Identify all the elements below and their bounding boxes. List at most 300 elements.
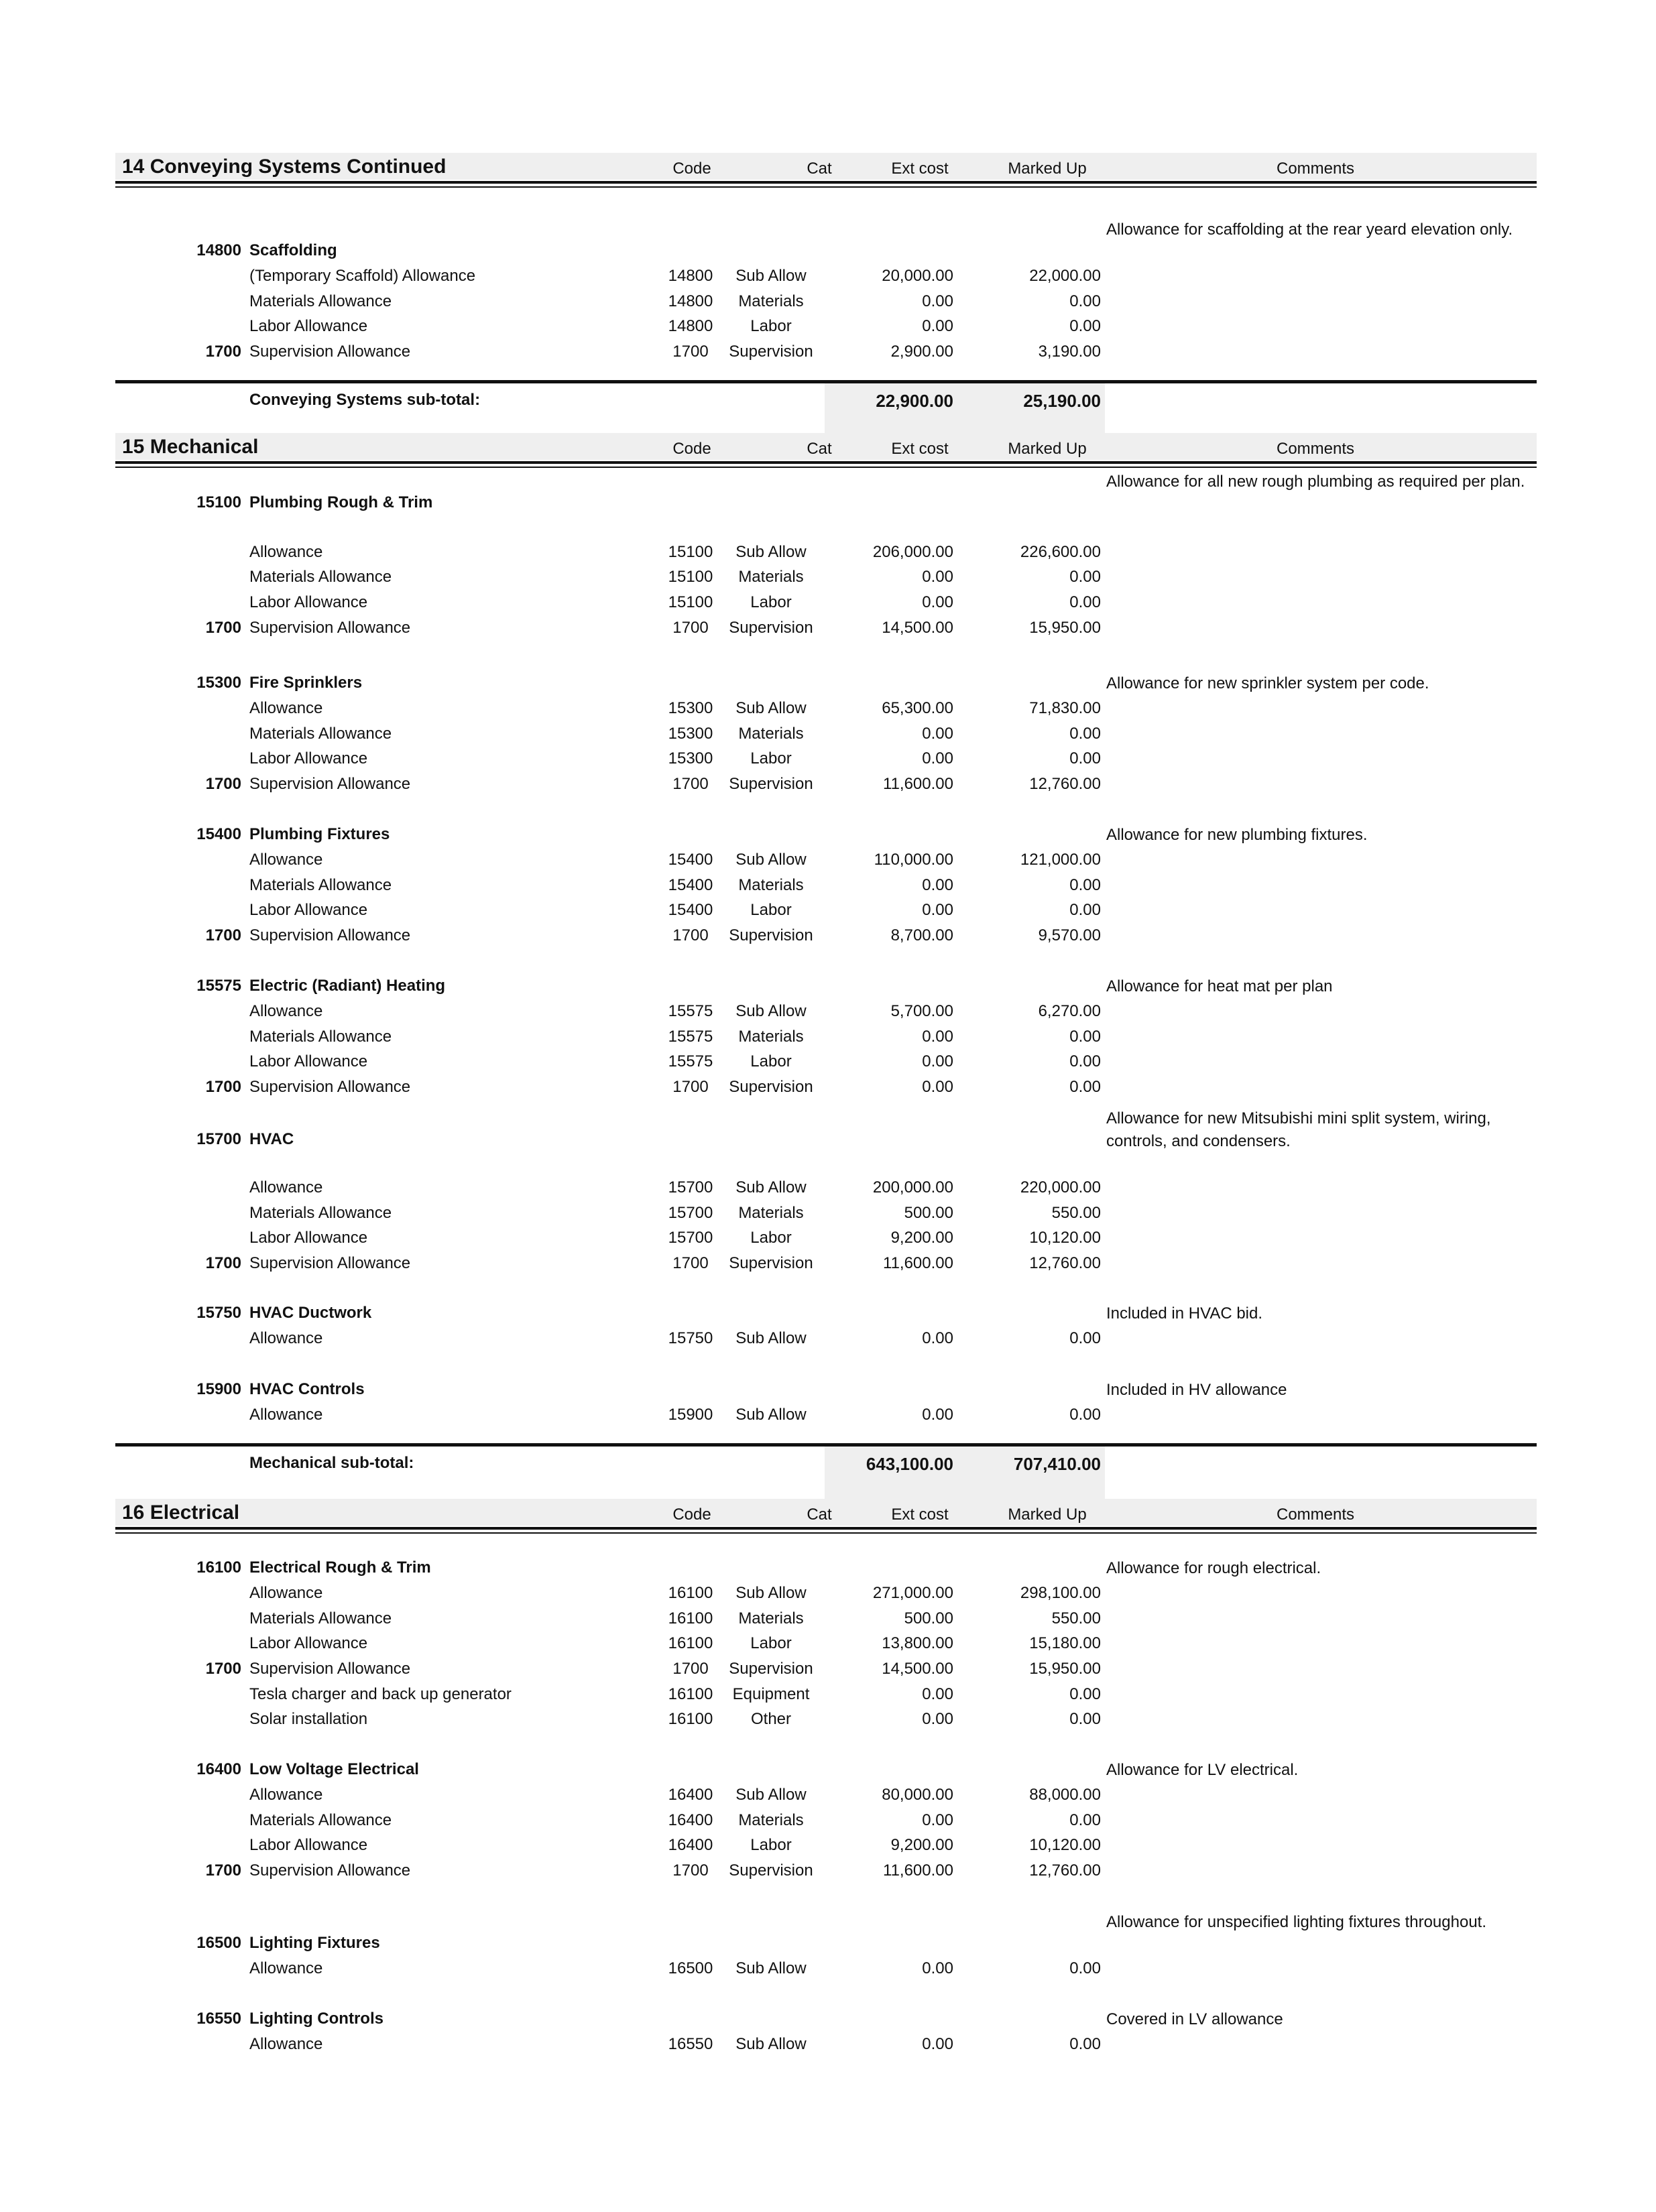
line-marked-up: 0.00	[1069, 1329, 1101, 1347]
line-ext-cost: 0.00	[922, 1329, 953, 1347]
line-category: Sub Allow	[735, 699, 807, 717]
group-number: 15900	[196, 1380, 241, 1398]
line-marked-up: 298,100.00	[1020, 1584, 1101, 1602]
line-description: Materials Allowance	[249, 292, 392, 310]
line-category: Sub Allow	[735, 851, 807, 869]
section-title: 14 Conveying Systems Continued	[122, 156, 447, 178]
line-category: Supervision	[729, 1078, 813, 1096]
line-category: Supervision	[729, 343, 813, 361]
line-ext-cost: 11,600.00	[883, 1254, 953, 1272]
line-category: Materials	[738, 725, 804, 743]
line-code: 15100	[668, 543, 713, 561]
line-item	[0, 1810, 1656, 1834]
line-description: Allowance	[249, 1406, 323, 1424]
line-marked-up: 0.00	[1069, 1710, 1101, 1728]
line-ext-cost: 500.00	[904, 1609, 953, 1627]
line-category: Labor	[750, 1052, 792, 1070]
group-comment: Allowance for scaffolding at the rear yeard elevation only.	[1106, 221, 1513, 239]
line-ext-cost: 65,300.00	[882, 699, 953, 717]
line-marked-up: 88,000.00	[1029, 1786, 1101, 1804]
line-ext-cost: 0.00	[922, 749, 953, 767]
line-code: 16500	[668, 1959, 713, 1977]
line-category: Materials	[738, 1811, 804, 1829]
line-description: Labor Allowance	[249, 317, 368, 335]
line-description: Allowance	[249, 851, 323, 869]
line-description: Supervision Allowance	[249, 1660, 411, 1678]
line-marked-up: 0.00	[1069, 317, 1101, 335]
header-rule	[115, 181, 1537, 184]
group-comment: Allowance for unspecified lighting fixtures throughout.	[1106, 1913, 1486, 1931]
line-ext-cost: 14,500.00	[882, 1660, 953, 1678]
line-marked-up: 0.00	[1069, 2035, 1101, 2053]
line-description: Allowance	[249, 543, 323, 561]
line-code: 15750	[668, 1329, 713, 1347]
col-header-ext-cost: Ext cost	[891, 1506, 949, 1524]
line-code: 16100	[668, 1685, 713, 1703]
section-header	[115, 153, 1537, 181]
subtotal-marked-up: 707,410.00	[1013, 1454, 1101, 1474]
line-marked-up: 22,000.00	[1029, 267, 1101, 285]
line-description: Allowance	[249, 699, 323, 717]
line-category: Materials	[738, 1609, 804, 1627]
line-marked-up: 0.00	[1069, 901, 1101, 919]
line-ext-cost: 500.00	[904, 1204, 953, 1222]
line-item	[0, 1709, 1656, 1733]
line-item	[0, 1958, 1656, 1982]
line-ext-cost: 200,000.00	[872, 1178, 953, 1196]
line-category: Sub Allow	[735, 1002, 807, 1020]
line-marked-up: 0.00	[1069, 725, 1101, 743]
line-item	[0, 1633, 1656, 1657]
line-item	[0, 723, 1656, 747]
line-code: 16400	[668, 1811, 713, 1829]
subtotal-ext-cost: 22,900.00	[876, 391, 953, 411]
line-item	[0, 1253, 1656, 1277]
group-name: Plumbing Fixtures	[249, 825, 390, 843]
group-number: 16500	[196, 1934, 241, 1952]
line-item	[0, 291, 1656, 315]
line-marked-up: 550.00	[1051, 1204, 1101, 1222]
line-description: Solar installation	[249, 1710, 368, 1728]
line-code: 15700	[668, 1229, 713, 1247]
line-item	[0, 1784, 1656, 1808]
line-description: Materials Allowance	[249, 1811, 392, 1829]
line-code: 14800	[668, 292, 713, 310]
subtotal-ext-cost: 643,100.00	[866, 1454, 953, 1474]
line-code: 16100	[668, 1634, 713, 1652]
line-category: Materials	[738, 568, 804, 586]
line-ext-cost: 0.00	[922, 1710, 953, 1728]
group-name: HVAC Ductwork	[249, 1304, 372, 1322]
line-marked-up: 0.00	[1069, 292, 1101, 310]
line-description: Allowance	[249, 1002, 323, 1020]
line-category: Supervision	[729, 926, 813, 944]
line-marked-up: 0.00	[1069, 749, 1101, 767]
group-comment: Included in HV allowance	[1106, 1381, 1287, 1399]
line-code: 15300	[668, 699, 713, 717]
group-number: 15300	[196, 674, 241, 692]
header-rule	[115, 1532, 1537, 1534]
line-code: 15575	[668, 1028, 713, 1046]
line-group-header	[0, 492, 1656, 516]
line-category: Supervision	[729, 619, 813, 637]
line-ext-cost: 0.00	[922, 876, 953, 894]
line-item	[0, 265, 1656, 290]
line-ext-cost: 0.00	[922, 1028, 953, 1046]
line-ext-cost: 20,000.00	[882, 267, 953, 285]
line-marked-up: 0.00	[1069, 1406, 1101, 1424]
line-marked-up: 0.00	[1069, 1078, 1101, 1096]
line-marked-up: 12,760.00	[1029, 775, 1101, 793]
line-item	[0, 1860, 1656, 1884]
line-description: Allowance	[249, 2035, 323, 2053]
group-name: Plumbing Rough & Trim	[249, 493, 433, 511]
col-header-marked-up: Marked Up	[1008, 1506, 1087, 1524]
group-number: 14800	[196, 241, 241, 259]
group-comment: Allowance for heat mat per plan	[1106, 977, 1333, 995]
group-name: Electrical Rough & Trim	[249, 1558, 431, 1577]
line-code: 15700	[668, 1178, 713, 1196]
line-ext-cost: 0.00	[922, 1685, 953, 1703]
group-comment: Allowance for new sprinkler system per code.	[1106, 674, 1429, 692]
line-code: 1700	[672, 1254, 709, 1272]
group-comment: Allowance for all new rough plumbing as required per plan.	[1106, 473, 1525, 491]
line-ext-cost: 9,200.00	[890, 1836, 953, 1854]
line-code: 15700	[668, 1204, 713, 1222]
group-number: 15100	[196, 493, 241, 511]
group-comment: Covered in LV allowance	[1106, 2010, 1283, 2028]
line-description: Supervision Allowance	[249, 619, 411, 637]
line-ext-cost: 0.00	[922, 593, 953, 611]
line-marked-up: 0.00	[1069, 593, 1101, 611]
line-marked-up: 121,000.00	[1020, 851, 1101, 869]
group-number: 15575	[196, 977, 241, 995]
line-ext-cost: 0.00	[922, 317, 953, 335]
line-marked-up: 15,950.00	[1029, 619, 1101, 637]
line-marked-up: 15,950.00	[1029, 1660, 1101, 1678]
line-code: 14800	[668, 267, 713, 285]
line-number: 1700	[205, 775, 241, 793]
line-description: Allowance	[249, 1584, 323, 1602]
line-category: Supervision	[729, 1861, 813, 1880]
subtotal-row	[0, 388, 1656, 415]
line-item	[0, 592, 1656, 616]
line-marked-up: 15,180.00	[1029, 1634, 1101, 1652]
line-ext-cost: 0.00	[922, 2035, 953, 2053]
subtotal-label: Mechanical sub-total:	[249, 1454, 414, 1472]
line-item	[0, 1583, 1656, 1607]
col-header-comments: Comments	[1276, 440, 1355, 458]
line-ext-cost: 0.00	[922, 1078, 953, 1096]
line-code: 15900	[668, 1406, 713, 1424]
group-comment: Allowance for rough electrical.	[1106, 1559, 1321, 1577]
line-item	[0, 1227, 1656, 1251]
line-category: Sub Allow	[735, 1584, 807, 1602]
line-item	[0, 900, 1656, 924]
line-code: 15300	[668, 749, 713, 767]
group-name: Lighting Controls	[249, 2010, 383, 2028]
line-number: 1700	[205, 1254, 241, 1272]
group-comment: Allowance for new plumbing fixtures.	[1106, 826, 1368, 844]
line-number: 1700	[205, 926, 241, 944]
line-description: Allowance	[249, 1786, 323, 1804]
line-category: Labor	[750, 901, 792, 919]
line-category: Sub Allow	[735, 1406, 807, 1424]
line-number: 1700	[205, 343, 241, 361]
line-item	[0, 748, 1656, 772]
line-description: Labor Allowance	[249, 1052, 368, 1070]
section-header	[115, 1499, 1537, 1527]
line-item	[0, 1026, 1656, 1050]
line-ext-cost: 0.00	[922, 292, 953, 310]
line-item	[0, 1835, 1656, 1859]
line-category: Labor	[750, 1634, 792, 1652]
line-ext-cost: 2,900.00	[890, 343, 953, 361]
line-marked-up: 10,120.00	[1029, 1836, 1101, 1854]
line-description: Supervision Allowance	[249, 1254, 411, 1272]
line-description: (Temporary Scaffold) Allowance	[249, 267, 476, 285]
line-category: Sub Allow	[735, 1178, 807, 1196]
line-description: Materials Allowance	[249, 1204, 392, 1222]
line-code: 14800	[668, 317, 713, 335]
group-name: Lighting Fixtures	[249, 1934, 380, 1952]
line-group-header	[0, 240, 1656, 264]
line-code: 16100	[668, 1710, 713, 1728]
line-marked-up: 3,190.00	[1038, 343, 1101, 361]
line-marked-up: 9,570.00	[1038, 926, 1101, 944]
line-category: Sub Allow	[735, 267, 807, 285]
line-category: Supervision	[729, 1660, 813, 1678]
col-header-cat: Cat	[807, 1506, 832, 1524]
group-name: Scaffolding	[249, 241, 337, 259]
line-description: Labor Allowance	[249, 1229, 368, 1247]
line-category: Materials	[738, 1028, 804, 1046]
group-number: 15400	[196, 825, 241, 843]
col-header-code: Code	[672, 1506, 711, 1524]
col-header-ext-cost: Ext cost	[891, 160, 949, 178]
line-code: 15400	[668, 876, 713, 894]
line-description: Materials Allowance	[249, 876, 392, 894]
line-description: Labor Allowance	[249, 593, 368, 611]
col-header-marked-up: Marked Up	[1008, 440, 1087, 458]
line-code: 1700	[672, 1660, 709, 1678]
col-header-cat: Cat	[807, 160, 832, 178]
col-header-comments: Comments	[1276, 160, 1355, 178]
line-marked-up: 0.00	[1069, 1959, 1101, 1977]
line-marked-up: 0.00	[1069, 1028, 1101, 1046]
line-item	[0, 542, 1656, 566]
line-description: Allowance	[249, 1178, 323, 1196]
line-item	[0, 1658, 1656, 1682]
line-item	[0, 617, 1656, 641]
line-category: Materials	[738, 876, 804, 894]
header-rule	[115, 186, 1537, 188]
line-marked-up: 220,000.00	[1020, 1178, 1101, 1196]
line-category: Sub Allow	[735, 1786, 807, 1804]
group-name: Fire Sprinklers	[249, 674, 363, 692]
line-marked-up: 226,600.00	[1020, 543, 1101, 561]
line-ext-cost: 11,600.00	[883, 1861, 953, 1880]
line-marked-up: 12,760.00	[1029, 1254, 1101, 1272]
line-ext-cost: 5,700.00	[890, 1002, 953, 1020]
header-rule	[115, 467, 1537, 468]
line-description: Materials Allowance	[249, 725, 392, 743]
line-number: 1700	[205, 1078, 241, 1096]
line-code: 15100	[668, 593, 713, 611]
line-ext-cost: 80,000.00	[882, 1786, 953, 1804]
line-item	[0, 1177, 1656, 1201]
line-marked-up: 10,120.00	[1029, 1229, 1101, 1247]
line-description: Supervision Allowance	[249, 1861, 411, 1880]
line-code: 16550	[668, 2035, 713, 2053]
group-name: HVAC Controls	[249, 1380, 365, 1398]
subtotal-label: Conveying Systems sub-total:	[249, 391, 481, 409]
line-description: Allowance	[249, 1959, 323, 1977]
col-header-cat: Cat	[807, 440, 832, 458]
subtotal-marked-up: 25,190.00	[1023, 391, 1101, 411]
line-category: Labor	[750, 1229, 792, 1247]
col-header-comments: Comments	[1276, 1506, 1355, 1524]
line-code: 15575	[668, 1002, 713, 1020]
line-code: 1700	[672, 1861, 709, 1880]
line-ext-cost: 110,000.00	[874, 851, 953, 869]
group-comment: Allowance for new Mitsubishi mini split system, wiring, controls, and condensers.	[1106, 1109, 1491, 1150]
line-code: 15575	[668, 1052, 713, 1070]
line-description: Labor Allowance	[249, 749, 368, 767]
line-item	[0, 1684, 1656, 1708]
line-item	[0, 2034, 1656, 2058]
group-name: Low Voltage Electrical	[249, 1760, 419, 1778]
group-name: HVAC	[249, 1130, 294, 1148]
line-description: Tesla charger and back up generator	[249, 1685, 512, 1703]
line-category: Materials	[738, 1204, 804, 1222]
col-header-marked-up: Marked Up	[1008, 160, 1087, 178]
line-code: 1700	[672, 926, 709, 944]
line-description: Allowance	[249, 1329, 323, 1347]
line-number: 1700	[205, 619, 241, 637]
line-category: Sub Allow	[735, 2035, 807, 2053]
line-marked-up: 0.00	[1069, 876, 1101, 894]
line-item	[0, 698, 1656, 722]
col-header-ext-cost: Ext cost	[891, 440, 949, 458]
line-category: Sub Allow	[735, 1959, 807, 1977]
line-item	[0, 849, 1656, 873]
section-header	[115, 433, 1537, 461]
line-code: 15300	[668, 725, 713, 743]
line-item	[0, 316, 1656, 340]
line-item	[0, 1051, 1656, 1075]
group-number: 15750	[196, 1304, 241, 1322]
line-item	[0, 1203, 1656, 1227]
group-name: Electric (Radiant) Heating	[249, 977, 446, 995]
line-number: 1700	[205, 1660, 241, 1678]
line-description: Labor Allowance	[249, 1836, 368, 1854]
line-item	[0, 774, 1656, 798]
group-number: 16100	[196, 1558, 241, 1577]
group-comment: Included in HVAC bid.	[1106, 1304, 1263, 1323]
line-marked-up: 71,830.00	[1029, 699, 1101, 717]
line-marked-up: 0.00	[1069, 1811, 1101, 1829]
line-group-header	[0, 1932, 1656, 1957]
subtotal-row	[0, 1451, 1656, 1478]
line-ext-cost: 8,700.00	[890, 926, 953, 944]
line-marked-up: 12,760.00	[1029, 1861, 1101, 1880]
line-item	[0, 1001, 1656, 1025]
col-header-code: Code	[672, 160, 711, 178]
line-description: Labor Allowance	[249, 901, 368, 919]
line-code: 1700	[672, 1078, 709, 1096]
line-marked-up: 6,270.00	[1038, 1002, 1101, 1020]
line-code: 15400	[668, 901, 713, 919]
line-code: 16400	[668, 1836, 713, 1854]
line-description: Materials Allowance	[249, 568, 392, 586]
line-category: Sub Allow	[735, 1329, 807, 1347]
line-code: 1700	[672, 619, 709, 637]
line-item	[0, 875, 1656, 899]
line-item	[0, 1077, 1656, 1101]
line-category: Materials	[738, 292, 804, 310]
line-ext-cost: 11,600.00	[883, 775, 953, 793]
line-marked-up: 550.00	[1051, 1609, 1101, 1627]
line-category: Supervision	[729, 1254, 813, 1272]
line-ext-cost: 206,000.00	[872, 543, 953, 561]
line-description: Labor Allowance	[249, 1634, 368, 1652]
line-ext-cost: 0.00	[922, 1052, 953, 1070]
line-category: Equipment	[732, 1685, 810, 1703]
line-category: Supervision	[729, 775, 813, 793]
line-code: 15100	[668, 568, 713, 586]
group-comment: Allowance for LV electrical.	[1106, 1761, 1299, 1779]
col-header-code: Code	[672, 440, 711, 458]
line-category: Sub Allow	[735, 543, 807, 561]
line-marked-up: 0.00	[1069, 1685, 1101, 1703]
group-number: 16550	[196, 2010, 241, 2028]
line-description: Supervision Allowance	[249, 926, 411, 944]
line-description: Supervision Allowance	[249, 1078, 411, 1096]
line-description: Materials Allowance	[249, 1028, 392, 1046]
line-code: 16100	[668, 1584, 713, 1602]
line-ext-cost: 0.00	[922, 1959, 953, 1977]
line-item	[0, 341, 1656, 365]
line-ext-cost: 0.00	[922, 1406, 953, 1424]
line-marked-up: 0.00	[1069, 1052, 1101, 1070]
line-ext-cost: 0.00	[922, 725, 953, 743]
line-marked-up: 0.00	[1069, 568, 1101, 586]
line-ext-cost: 0.00	[922, 568, 953, 586]
line-category: Labor	[750, 317, 792, 335]
line-code: 16400	[668, 1786, 713, 1804]
line-item	[0, 1404, 1656, 1428]
header-rule	[115, 1527, 1537, 1530]
line-item	[0, 925, 1656, 949]
line-item	[0, 1608, 1656, 1632]
line-code: 15400	[668, 851, 713, 869]
section-title: 15 Mechanical	[122, 436, 259, 458]
line-category: Other	[750, 1710, 792, 1728]
line-ext-cost: 271,000.00	[872, 1584, 953, 1602]
line-category: Labor	[750, 749, 792, 767]
header-rule	[115, 461, 1537, 464]
group-number: 15700	[196, 1130, 241, 1148]
line-code: 16100	[668, 1609, 713, 1627]
section-title: 16 Electrical	[122, 1501, 240, 1524]
line-ext-cost: 0.00	[922, 901, 953, 919]
line-ext-cost: 0.00	[922, 1811, 953, 1829]
line-description: Supervision Allowance	[249, 343, 411, 361]
group-number: 16400	[196, 1760, 241, 1778]
line-description: Supervision Allowance	[249, 775, 411, 793]
line-ext-cost: 9,200.00	[890, 1229, 953, 1247]
